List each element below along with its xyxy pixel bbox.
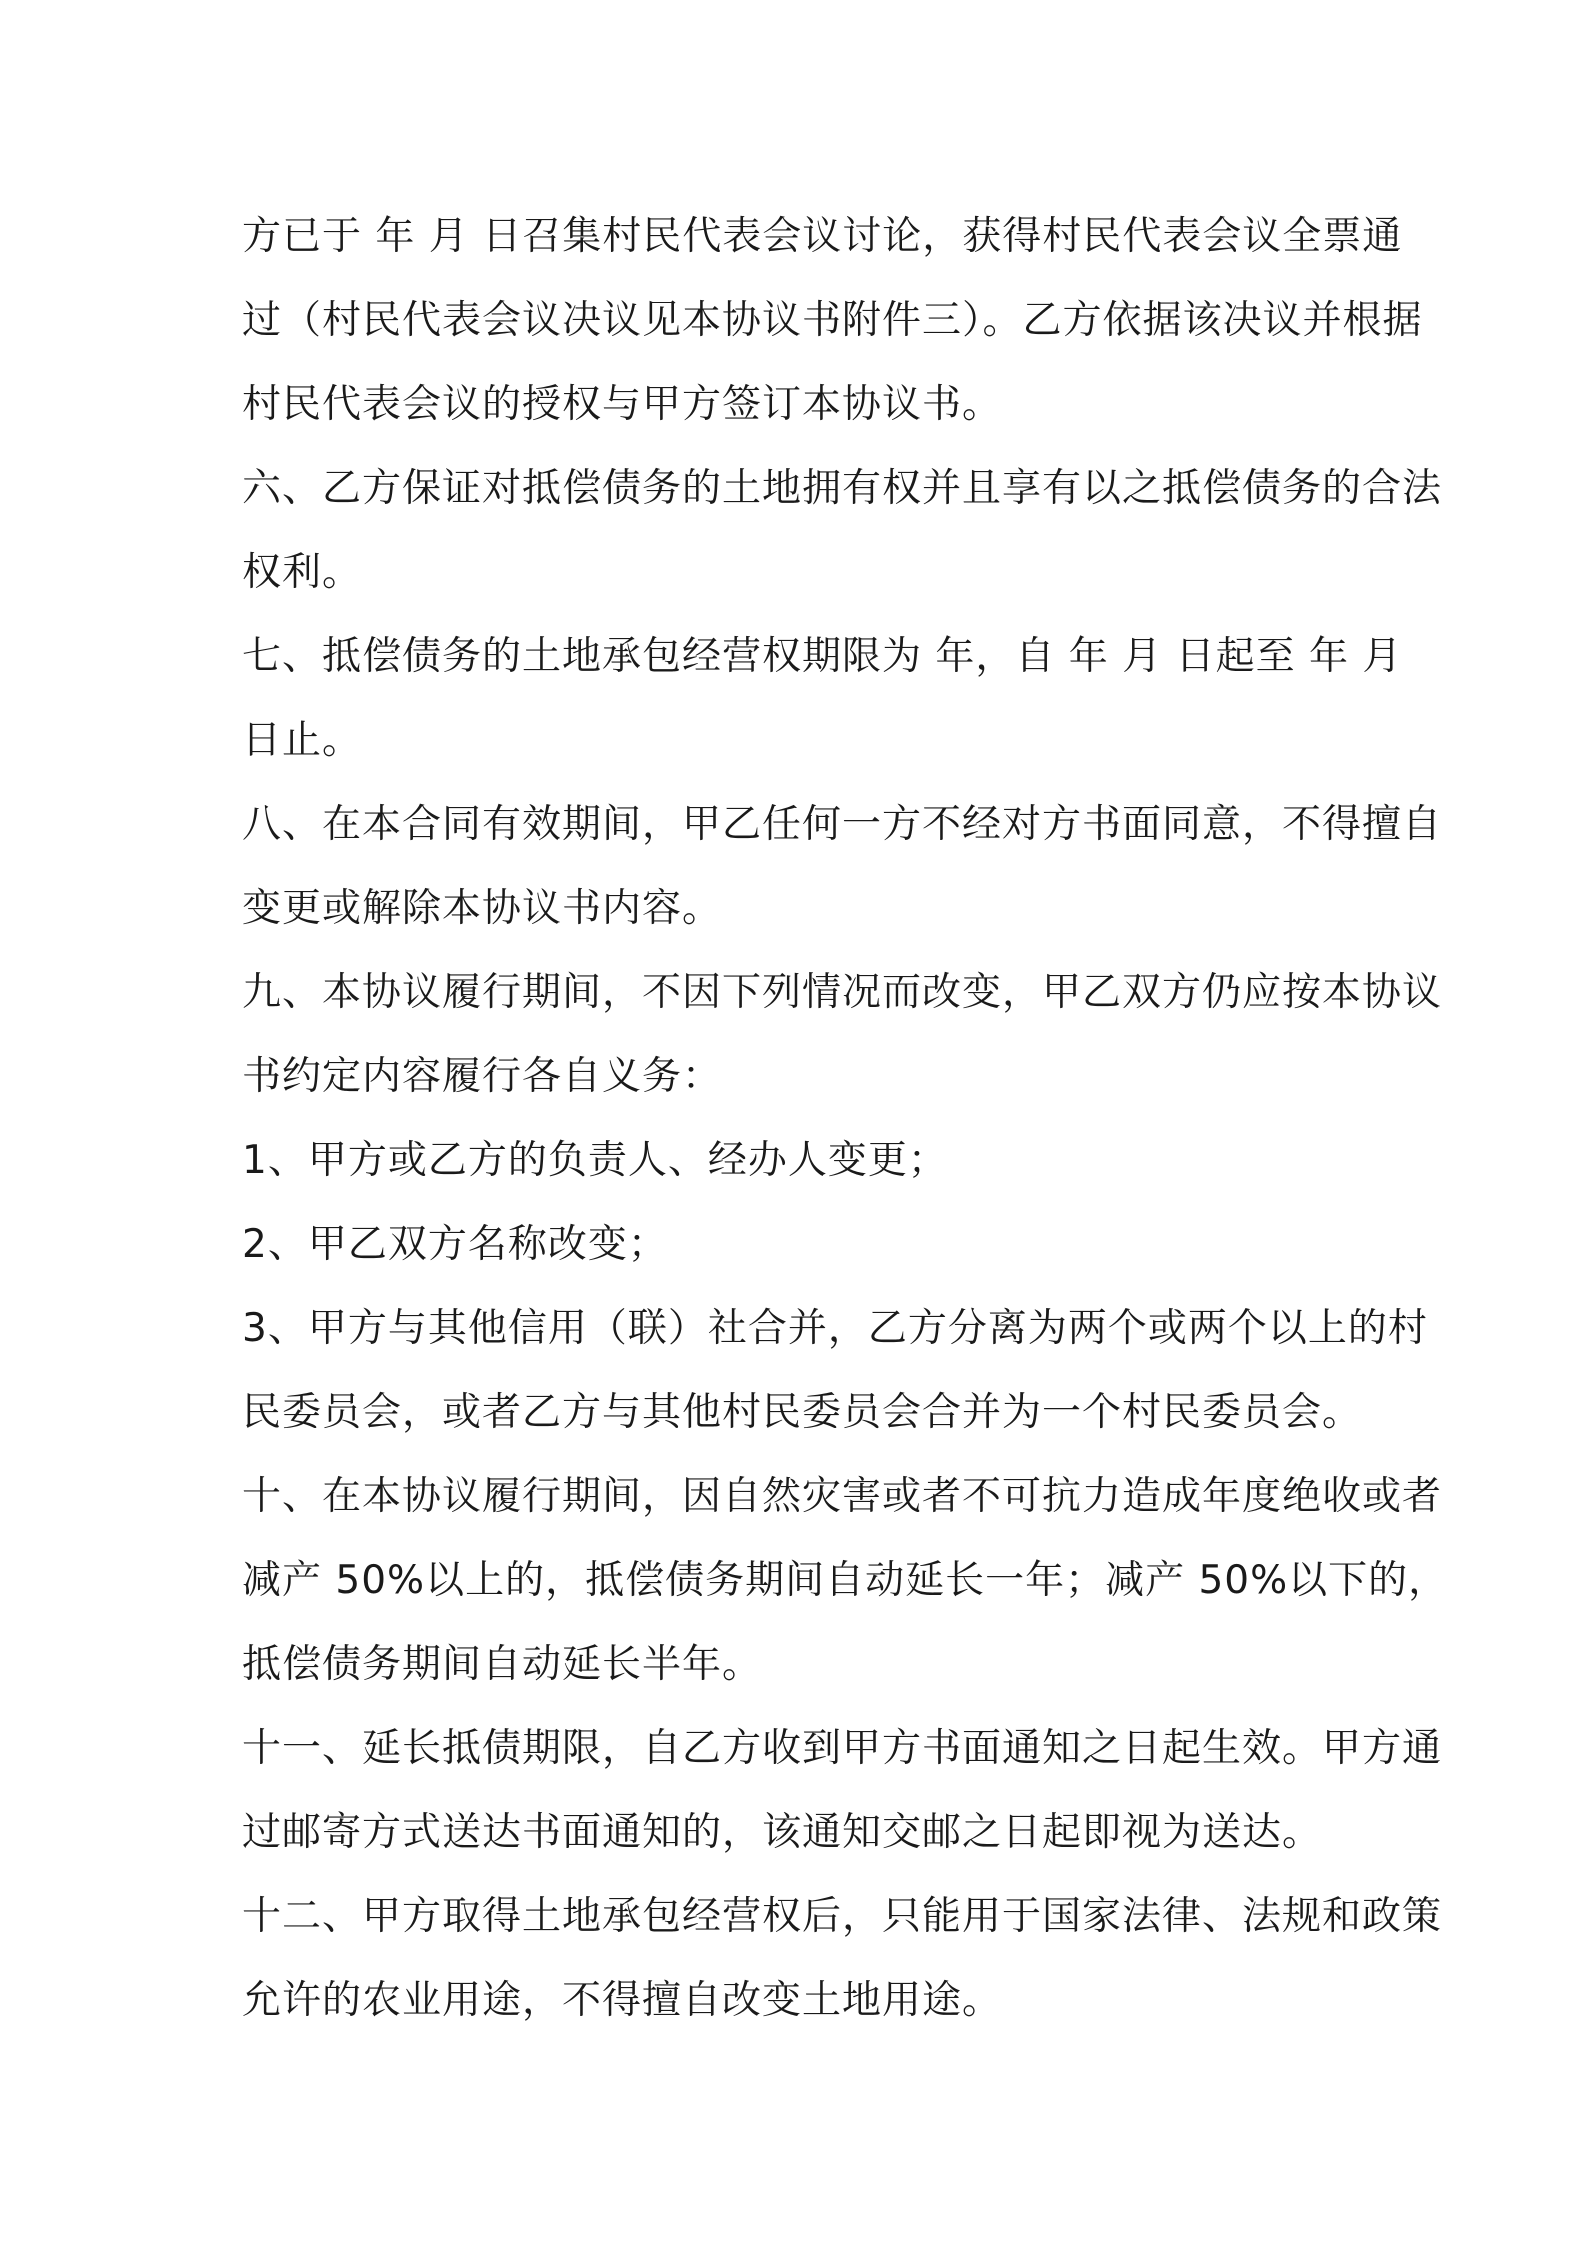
clause-7-line-1: 七、抵偿债务的土地承包经营权期限为 年，自 年 月 日起至 年 月 [242,634,1403,679]
clause-8-line-2: 变更或解除本协议书内容。 [242,886,723,931]
clause-7-line-2: 日止。 [242,718,363,763]
clause-10-line-1: 十、在本协议履行期间，因自然灾害或者不可抗力造成年度绝收或者 [242,1474,1443,1519]
clause-9-line-1: 九、本协议履行期间，不因下列情况而改变，甲乙双方仍应按本协议 [242,970,1443,1015]
clause-9-item-1: 1、甲方或乙方的负责人、经办人变更； [242,1138,948,1183]
text-line-2: 过（村民代表会议决议见本协议书附件三）。乙方依据该决议并根据 [242,298,1423,343]
clause-6-line-1: 六、乙方保证对抵偿债务的土地拥有权并且享有以之抵偿债务的合法 [242,466,1443,511]
clause-9-item-3-line-1: 3、甲方与其他信用（联）社合并，乙方分离为两个或两个以上的村 [242,1306,1428,1351]
clause-6-line-2: 权利。 [242,550,363,595]
clause-12-line-2: 允许的农业用途，不得擅自改变土地用途。 [242,1978,1003,2023]
clause-10-line-2: 减产 50%以上的，抵偿债务期间自动延长一年；减产 50%以下的， [242,1558,1449,1603]
clause-11-line-2: 过邮寄方式送达书面通知的，该通知交邮之日起即视为送达。 [242,1810,1323,1855]
clause-8-line-1: 八、在本合同有效期间，甲乙任何一方不经对方书面同意，不得擅自 [242,802,1443,847]
text-line-1: 方已于 年 月 日召集村民代表会议讨论，获得村民代表会议全票通 [242,214,1403,259]
clause-12-line-1: 十二、甲方取得土地承包经营权后，只能用于国家法律、法规和政策 [242,1894,1443,1939]
document-body [242,195,1449,2043]
clause-9-item-3-line-2: 民委员会，或者乙方与其他村民委员会合并为一个村民委员会。 [242,1390,1363,1435]
clause-9-item-2: 2、甲乙双方名称改变； [242,1222,668,1267]
clause-9-line-2: 书约定内容履行各自义务： [242,1054,723,1099]
clause-10-line-3: 抵偿债务期间自动延长半年。 [242,1642,763,1687]
text-line-3: 村民代表会议的授权与甲方签订本协议书。 [242,382,1003,427]
clause-11-line-1: 十一、延长抵债期限，自乙方收到甲方书面通知之日起生效。甲方通 [242,1726,1443,1771]
